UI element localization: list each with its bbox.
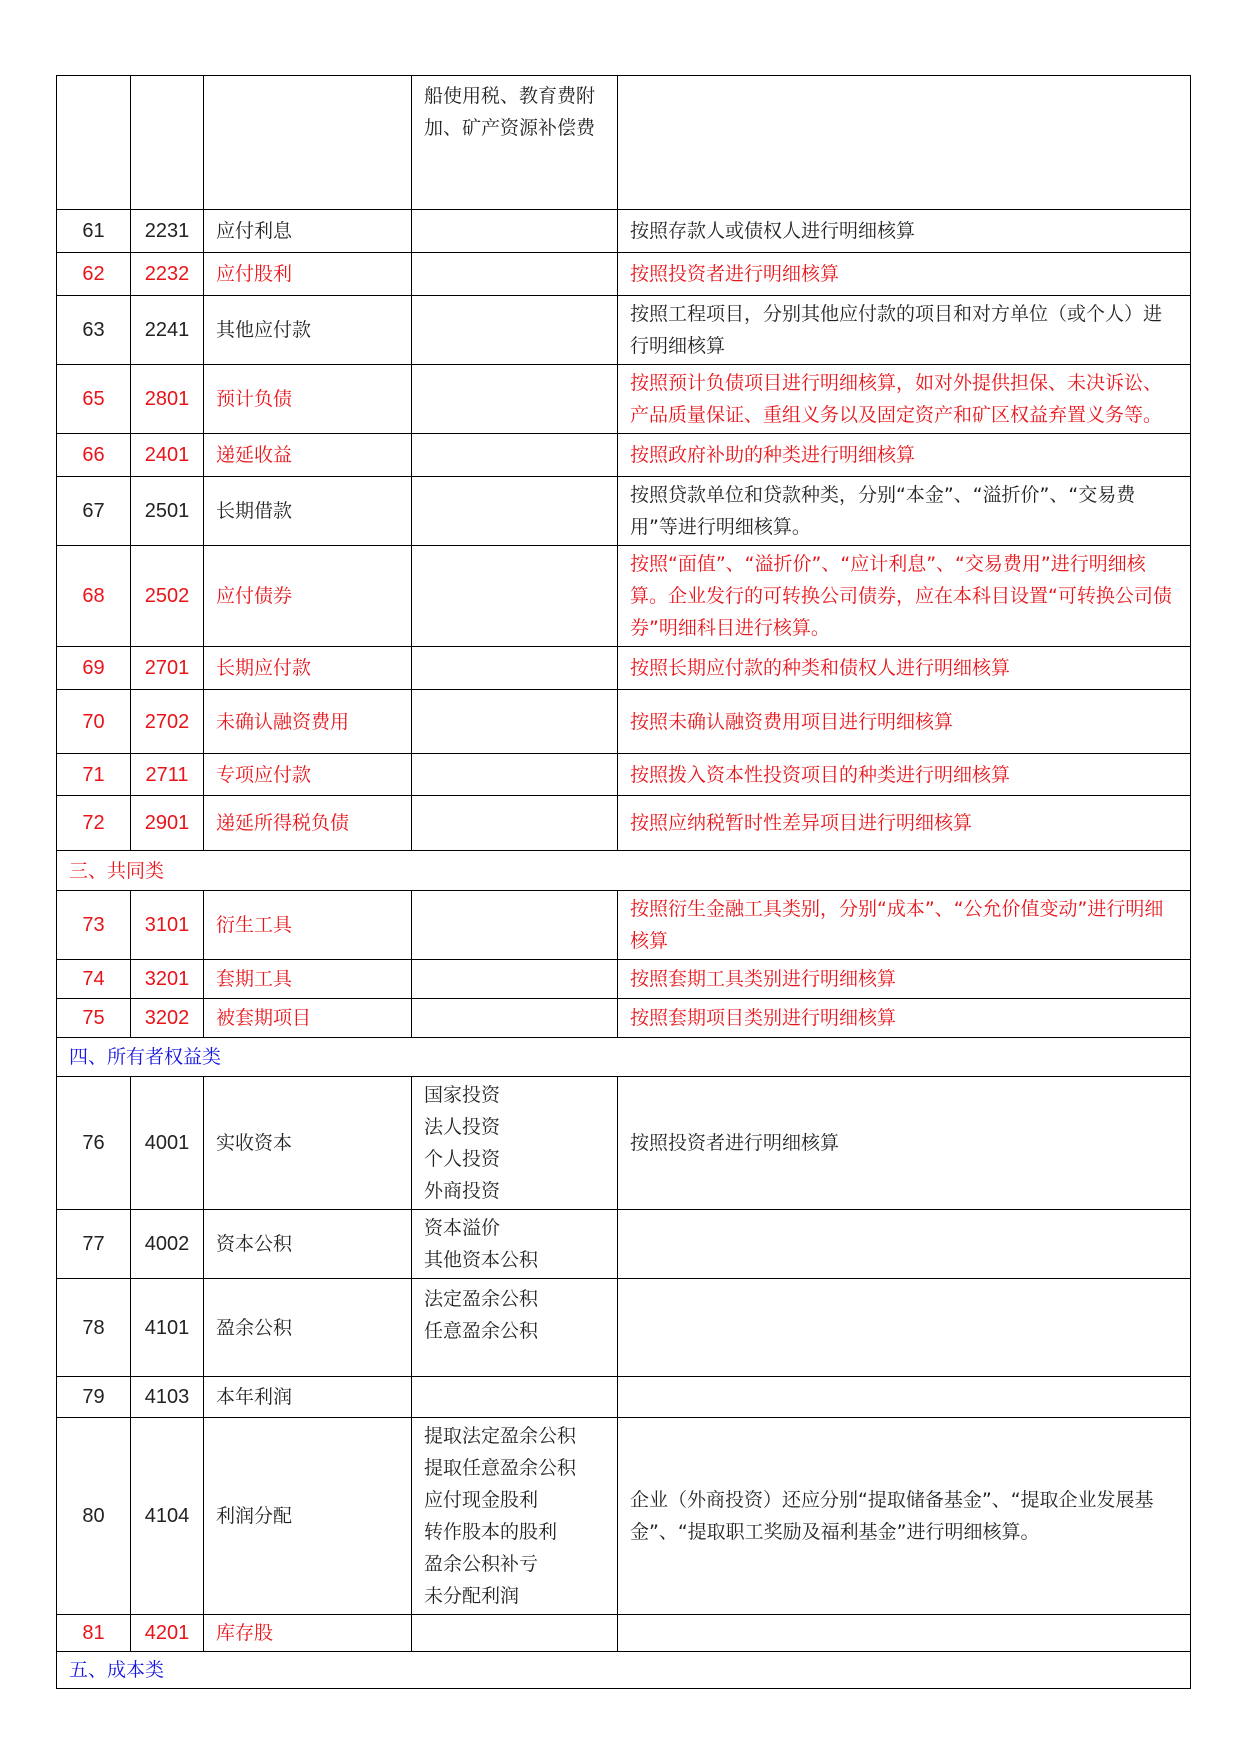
- table-row: [57, 1279, 1191, 1377]
- detail-accounts: [412, 1615, 618, 1652]
- table-row: [57, 365, 1191, 434]
- account-name: 预计负债: [204, 365, 412, 434]
- detail-line: 盈余公积补亏: [424, 1553, 539, 1575]
- detail-accounts: [412, 1418, 618, 1615]
- account-name: 盈余公积: [204, 1279, 412, 1377]
- accounting-note: 按照衍生金融工具类别，分别“成本”、“公允价值变动”进行明细核算: [618, 891, 1191, 960]
- accounting-note: 按照贷款单位和贷款种类，分别“本金”、“溢折价”、“交易费用”等进行明细核算。: [618, 477, 1191, 546]
- accounting-note: [618, 1615, 1191, 1652]
- table-row: [57, 1210, 1191, 1279]
- account-name: 实收资本: [204, 1077, 412, 1210]
- accounting-note: 按照“面值”、“溢折价”、“应计利息”、“交易费用”进行明细核算。企业发行的可转换公司债券，应在本科目设置“可转换公司债券”明细科目进行核算。: [618, 546, 1191, 647]
- row-number: 77: [57, 1210, 131, 1279]
- accounting-note: 按照未确认融资费用项目进行明细核算: [618, 690, 1191, 754]
- account-code: 4002: [131, 1210, 204, 1279]
- detail-accounts: [412, 477, 618, 546]
- account-name: 被套期项目: [204, 999, 412, 1038]
- account-code: 2701: [131, 647, 204, 690]
- accounting-note: [618, 1210, 1191, 1279]
- account-code: 2401: [131, 434, 204, 477]
- detail-line: 国家投资: [424, 1084, 501, 1106]
- accounting-note: 按照长期应付款的种类和债权人进行明细核算: [618, 647, 1191, 690]
- row-number: 71: [57, 754, 131, 796]
- table-row: [57, 546, 1191, 647]
- row-number: 61: [57, 210, 131, 253]
- accounting-note: 企业（外商投资）还应分别“提取储备基金”、“提取企业发展基金”、“提取职工奖励及福利基金”进行明细核算。: [618, 1418, 1191, 1615]
- detail-line: 个人投资: [424, 1148, 501, 1170]
- detail-accounts: [412, 253, 618, 296]
- account-name: 长期借款: [204, 477, 412, 546]
- accounting-note: 按照拨入资本性投资项目的种类进行明细核算: [618, 754, 1191, 796]
- table-row: [57, 647, 1191, 690]
- account-code: 2711: [131, 754, 204, 796]
- account-name: 未确认融资费用: [204, 690, 412, 754]
- account-name: 应付利息: [204, 210, 412, 253]
- account-name: 应付债券: [204, 546, 412, 647]
- row-number: [57, 76, 131, 210]
- table-row: [57, 690, 1191, 754]
- account-name: [204, 76, 412, 210]
- account-name: 衍生工具: [204, 891, 412, 960]
- account-code: 2801: [131, 365, 204, 434]
- account-code: 2241: [131, 296, 204, 365]
- detail-accounts: [412, 296, 618, 365]
- detail-line: 任意盈余公积: [424, 1320, 539, 1342]
- row-number: 74: [57, 960, 131, 999]
- account-code: 2901: [131, 796, 204, 851]
- account-name: 库存股: [204, 1615, 412, 1652]
- account-name: 资本公积: [204, 1210, 412, 1279]
- table-row: [57, 210, 1191, 253]
- detail-accounts: [412, 1077, 618, 1210]
- detail-line: 法定盈余公积: [424, 1288, 539, 1310]
- row-number: 69: [57, 647, 131, 690]
- table-row: [57, 891, 1191, 960]
- table-row: [57, 296, 1191, 365]
- accounting-note: 按照投资者进行明细核算: [618, 1077, 1191, 1210]
- row-number: 79: [57, 1377, 131, 1418]
- table-row: [57, 253, 1191, 296]
- detail-line: 法人投资: [424, 1116, 501, 1138]
- account-table: [56, 75, 1191, 1689]
- account-code: 2502: [131, 546, 204, 647]
- account-code: 4103: [131, 1377, 204, 1418]
- detail-line: 提取法定盈余公积: [424, 1425, 577, 1447]
- account-code: 2501: [131, 477, 204, 546]
- account-name: 其他应付款: [204, 296, 412, 365]
- account-code: 2231: [131, 210, 204, 253]
- account-name: 套期工具: [204, 960, 412, 999]
- detail-accounts: [412, 1377, 618, 1418]
- account-name: 递延所得税负债: [204, 796, 412, 851]
- table-row: [57, 754, 1191, 796]
- detail-accounts: [412, 1210, 618, 1279]
- account-code: 4101: [131, 1279, 204, 1377]
- table-row: [57, 1615, 1191, 1652]
- account-name: 利润分配: [204, 1418, 412, 1615]
- accounting-note: 按照投资者进行明细核算: [618, 253, 1191, 296]
- detail-accounts: [412, 796, 618, 851]
- accounting-note: [618, 1279, 1191, 1377]
- row-number: 67: [57, 477, 131, 546]
- section-label: 五、成本类: [57, 1652, 1191, 1689]
- detail-accounts: 船使用税、教育费附加、矿产资源补偿费: [412, 76, 618, 210]
- table-row: [57, 796, 1191, 851]
- row-number: 73: [57, 891, 131, 960]
- row-number: 76: [57, 1077, 131, 1210]
- account-code: 4001: [131, 1077, 204, 1210]
- account-name: 专项应付款: [204, 754, 412, 796]
- accounting-note: 按照套期项目类别进行明细核算: [618, 999, 1191, 1038]
- detail-accounts: [412, 434, 618, 477]
- section-header-row: [57, 1038, 1191, 1077]
- row-number: 80: [57, 1418, 131, 1615]
- account-code: [131, 76, 204, 210]
- table-row: [57, 1377, 1191, 1418]
- row-number: 81: [57, 1615, 131, 1652]
- section-header-row: [57, 1652, 1191, 1689]
- accounting-note: 按照存款人或债权人进行明细核算: [618, 210, 1191, 253]
- section-label: 三、共同类: [57, 851, 1191, 891]
- accounting-note: 按照预计负债项目进行明细核算，如对外提供担保、未决诉讼、产品质量保证、重组义务以及固定资产和矿区权益弃置义务等。: [618, 365, 1191, 434]
- account-name: 递延收益: [204, 434, 412, 477]
- table-row: [57, 960, 1191, 999]
- row-number: 62: [57, 253, 131, 296]
- table-row: [57, 477, 1191, 546]
- table-row: [57, 1418, 1191, 1615]
- account-code: 2702: [131, 690, 204, 754]
- detail-accounts: [412, 210, 618, 253]
- account-code: 4201: [131, 1615, 204, 1652]
- account-name: 应付股利: [204, 253, 412, 296]
- row-number: 63: [57, 296, 131, 365]
- accounting-note: 按照政府补助的种类进行明细核算: [618, 434, 1191, 477]
- detail-line: 提取任意盈余公积: [424, 1457, 577, 1479]
- row-number: 78: [57, 1279, 131, 1377]
- detail-line: 外商投资: [424, 1180, 501, 1202]
- account-code: 2232: [131, 253, 204, 296]
- detail-line: 资本溢价: [424, 1217, 501, 1239]
- account-code: 3101: [131, 891, 204, 960]
- detail-line: 未分配利润: [424, 1585, 520, 1607]
- row-number: 72: [57, 796, 131, 851]
- detail-accounts: [412, 754, 618, 796]
- detail-accounts: [412, 999, 618, 1038]
- table-row: [57, 76, 1191, 210]
- accounting-note: 按照工程项目，分别其他应付款的项目和对方单位（或个人）进行明细核算: [618, 296, 1191, 365]
- row-number: 70: [57, 690, 131, 754]
- account-code: 3202: [131, 999, 204, 1038]
- detail-accounts: [412, 1279, 618, 1377]
- table-row: [57, 1077, 1191, 1210]
- row-number: 66: [57, 434, 131, 477]
- detail-accounts: [412, 647, 618, 690]
- detail-line: 应付现金股利: [424, 1489, 539, 1511]
- account-code: 4104: [131, 1418, 204, 1615]
- accounting-note: 按照应纳税暂时性差异项目进行明细核算: [618, 796, 1191, 851]
- detail-line: 转作股本的股利: [424, 1521, 558, 1543]
- section-header-row: [57, 851, 1191, 891]
- accounting-note: 按照套期工具类别进行明细核算: [618, 960, 1191, 999]
- section-label: 四、所有者权益类: [57, 1038, 1191, 1077]
- detail-accounts: [412, 960, 618, 999]
- row-number: 68: [57, 546, 131, 647]
- detail-accounts: [412, 690, 618, 754]
- detail-accounts: [412, 891, 618, 960]
- detail-accounts: [412, 546, 618, 647]
- table-row: [57, 999, 1191, 1038]
- account-name: 长期应付款: [204, 647, 412, 690]
- detail-line: 其他资本公积: [424, 1249, 539, 1271]
- account-name: 本年利润: [204, 1377, 412, 1418]
- account-code: 3201: [131, 960, 204, 999]
- row-number: 75: [57, 999, 131, 1038]
- accounting-note: [618, 1377, 1191, 1418]
- accounting-note: [618, 76, 1191, 210]
- row-number: 65: [57, 365, 131, 434]
- table-row: [57, 434, 1191, 477]
- detail-accounts: [412, 365, 618, 434]
